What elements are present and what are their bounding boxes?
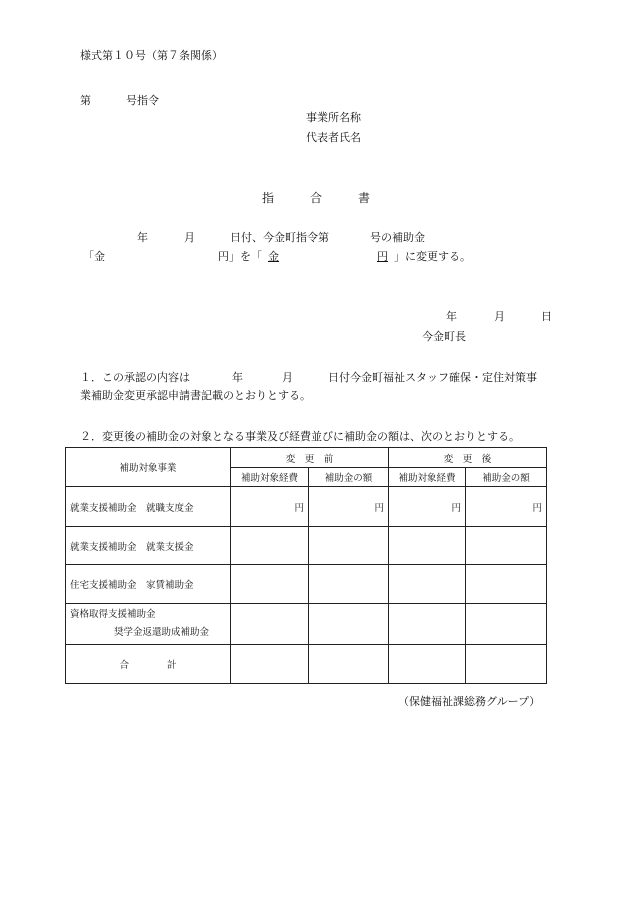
table-row (66, 527, 547, 565)
yen-unit: 円 (466, 487, 547, 527)
table-row (66, 487, 547, 527)
header-before-cost: 補助対象経費 (231, 468, 309, 487)
header-business: 補助対象事業 (66, 448, 231, 487)
body-subsidy-text: 号の補助金 (370, 231, 425, 244)
representative-name-label: 代表者氏名 (306, 131, 361, 144)
amount-before-open: 「金 (83, 250, 105, 263)
total-row (66, 645, 547, 684)
header-after-amount: 補助金の額 (466, 468, 547, 487)
form-number: 様式第１０号（第７条関係） (80, 49, 223, 62)
header-before-amount: 補助金の額 (309, 468, 389, 487)
amount-after-yen: 円 (377, 250, 388, 263)
item1-text-b: 日付今金町福祉スタッフ確保・定住対策事 (328, 371, 537, 384)
item2-text: ２．変更後の補助金の対象となる事業及び経費並びに補助金の額は、次のとおりとする。 (80, 430, 520, 443)
document-title: 指 合 書 (262, 191, 371, 205)
order-number-suffix: 号指令 (126, 94, 159, 107)
row-label: 就業支援補助金 就業支援金 (66, 527, 231, 565)
body-year: 年 (137, 231, 148, 244)
footer-department: （保健福祉課総務グループ） (398, 695, 541, 708)
order-number-prefix: 第 (80, 94, 91, 107)
yen-unit: 円 (309, 487, 389, 527)
mayor-title: 今金町長 (422, 330, 466, 343)
body-date-text: 日付、今金町指令第 (230, 231, 329, 244)
office-name-label: 事業所名称 (306, 111, 361, 124)
row4-label-line2: 奨学金返還助成補助金 (114, 627, 210, 638)
item1-year: 年 (232, 371, 243, 384)
header-before: 変 更 前 (231, 448, 389, 468)
row-label: 住宅支援補助金 家賃補助金 (66, 565, 231, 604)
header-after-cost: 補助対象経費 (389, 468, 466, 487)
subsidy-table (65, 447, 547, 684)
item1-month: 月 (282, 371, 293, 384)
table-row (66, 565, 547, 604)
sign-month: 月 (494, 310, 505, 323)
yen-unit: 円 (389, 487, 466, 527)
sign-day: 日 (541, 310, 552, 323)
total-label: 合 計 (66, 645, 231, 684)
row-label (66, 604, 231, 645)
body-month: 月 (184, 231, 195, 244)
item1-text-a: １．この承認の内容は (80, 371, 190, 384)
row4-label-line1: 資格取得支援補助金 (70, 609, 156, 620)
item1-text-c: 業補助金変更承認申請書記載のとおりとする。 (80, 389, 311, 402)
amount-change-text: 」に変更する。 (394, 250, 471, 263)
amount-after-field (268, 250, 394, 264)
amount-after-gold: 金 (268, 250, 279, 263)
row-label: 就業支援補助金 就職支度金 (66, 487, 231, 527)
table-row (66, 604, 547, 645)
header-after: 変 更 後 (389, 448, 547, 468)
sign-year: 年 (446, 310, 457, 323)
amount-before-close: 円」を「 (218, 250, 262, 263)
yen-unit: 円 (231, 487, 309, 527)
